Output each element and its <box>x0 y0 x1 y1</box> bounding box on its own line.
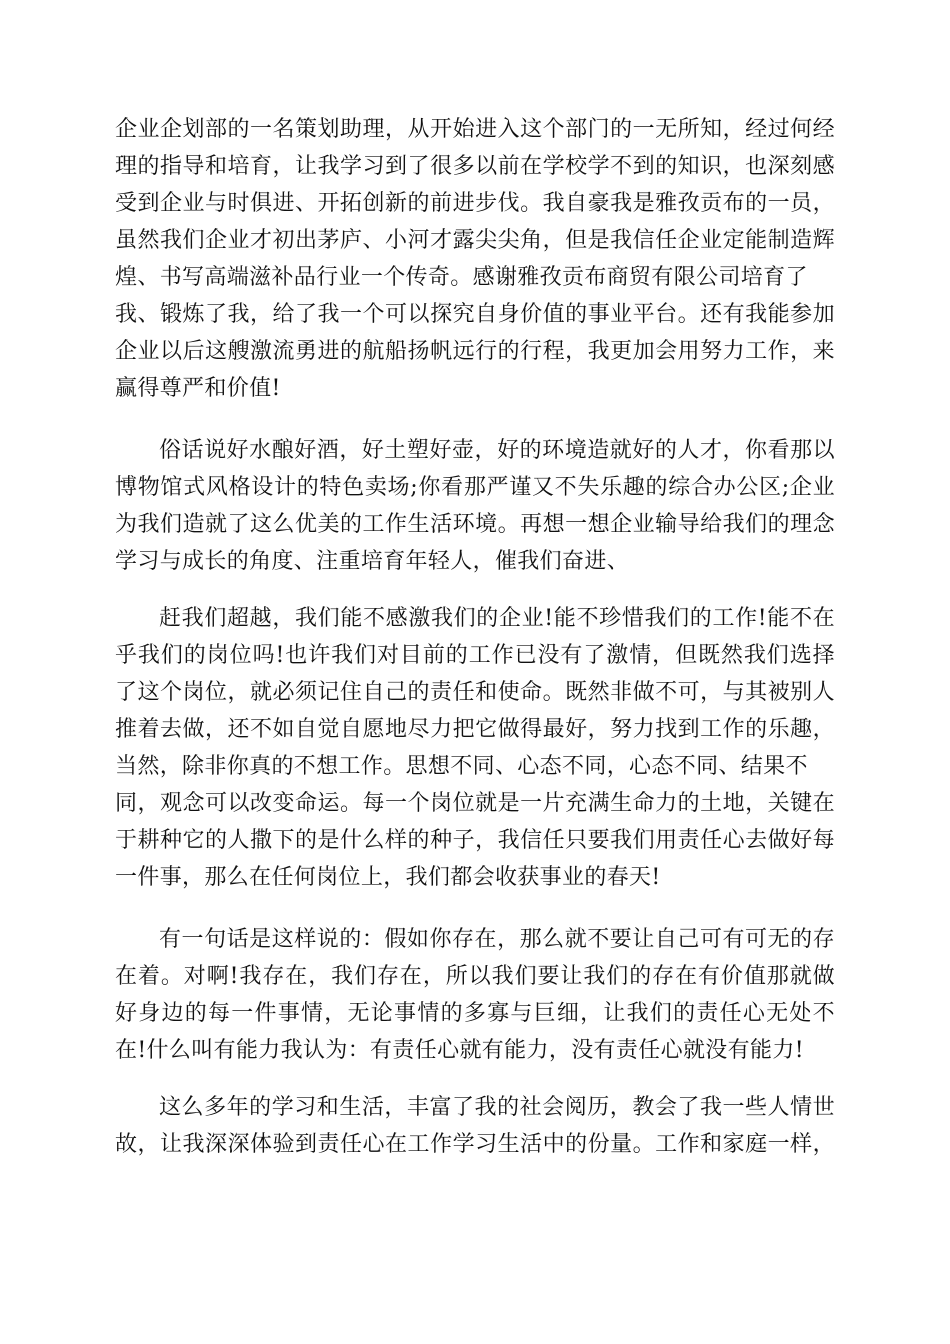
paragraph-line: 理的指导和培育，让我学习到了很多以前在学校学不到的知识，也深刻感 <box>115 154 835 179</box>
paragraph-line: 学习与成长的角度、注重培育年轻人，催我们奋进、 <box>115 549 630 574</box>
paragraph-5 <box>115 1089 835 1163</box>
paragraph-line: 博物馆式风格设计的特色卖场;你看那严谨又不失乐趣的综合办公区;企业 <box>115 475 835 500</box>
paragraph-line: 企业企划部的一名策划助理，从开始进入这个部门的一无所知，经过何经 <box>115 117 835 142</box>
paragraph-line: 赢得尊严和价值! <box>115 376 281 401</box>
paragraph-line: 推着去做，还不如自觉自愿地尽力把它做得最好，努力找到工作的乐趣， <box>115 717 835 742</box>
paragraph-line: 了这个岗位，就必须记住自己的责任和使命。既然非做不可，与其被别人 <box>115 680 835 705</box>
paragraph-line: 我、锻炼了我，给了我一个可以探究自身价值的事业平台。还有我能参加 <box>115 302 835 327</box>
paragraph-line: 一件事，那么在任何岗位上，我们都会收获事业的春天! <box>115 865 661 890</box>
paragraph-line: 当然，除非你真的不想工作。思想不同、心态不同，心态不同、结果不 <box>115 754 808 779</box>
paragraph-line: 好身边的每一件事情，无论事情的多寡与巨细，让我们的责任心无处不 <box>115 1001 835 1026</box>
paragraph-4 <box>115 921 835 1069</box>
paragraph-line: 为我们造就了这么优美的工作生活环境。再想一想企业输导给我们的理念 <box>115 512 835 537</box>
paragraph-2 <box>115 432 835 580</box>
paragraph-line: 于耕种它的人撒下的是什么样的种子，我信任只要我们用责任心去做好每 <box>115 828 835 853</box>
paragraph-line: 故，让我深深体验到责任心在工作学习生活中的份量。工作和家庭一样， <box>115 1132 835 1157</box>
paragraph-line: 俗话说好水酿好酒，好土塑好壶，好的环境造就好的人才，你看那以 <box>159 438 835 463</box>
paragraph-1 <box>115 111 835 407</box>
paragraph-line: 同，观念可以改变命运。每一个岗位就是一片充满生命力的土地，关键在 <box>115 791 835 816</box>
paragraph-line: 受到企业与时俱进、开拓创新的前进步伐。我自豪我是雅孜贡布的一员， <box>115 191 835 216</box>
paragraph-line: 企业以后这艘激流勇进的航船扬帆远行的行程，我更加会用努力工作，来 <box>115 339 835 364</box>
paragraph-line: 在!什么叫有能力我认为：有责任心就有能力，没有责任心就没有能力! <box>115 1038 804 1063</box>
paragraph-3 <box>115 600 835 896</box>
paragraph-line: 这么多年的学习和生活，丰富了我的社会阅历，教会了我一些人情世 <box>159 1095 835 1120</box>
paragraph-line: 赶我们超越，我们能不感激我们的企业!能不珍惜我们的工作!能不在 <box>159 606 835 631</box>
paragraph-line: 虽然我们企业才初出茅庐、小河才露尖尖角，但是我信任企业定能制造辉 <box>115 228 835 253</box>
paragraph-line: 有一句话是这样说的：假如你存在，那么就不要让自己可有可无的存 <box>159 927 835 952</box>
paragraph-line: 煌、书写高端滋补品行业一个传奇。感谢雅孜贡布商贸有限公司培育了 <box>115 265 808 290</box>
paragraph-line: 乎我们的岗位吗!也许我们对目前的工作已没有了激情，但既然我们选择 <box>115 643 835 668</box>
paragraph-line: 在着。对啊!我存在，我们存在，所以我们要让我们的存在有价值那就做 <box>115 964 835 989</box>
